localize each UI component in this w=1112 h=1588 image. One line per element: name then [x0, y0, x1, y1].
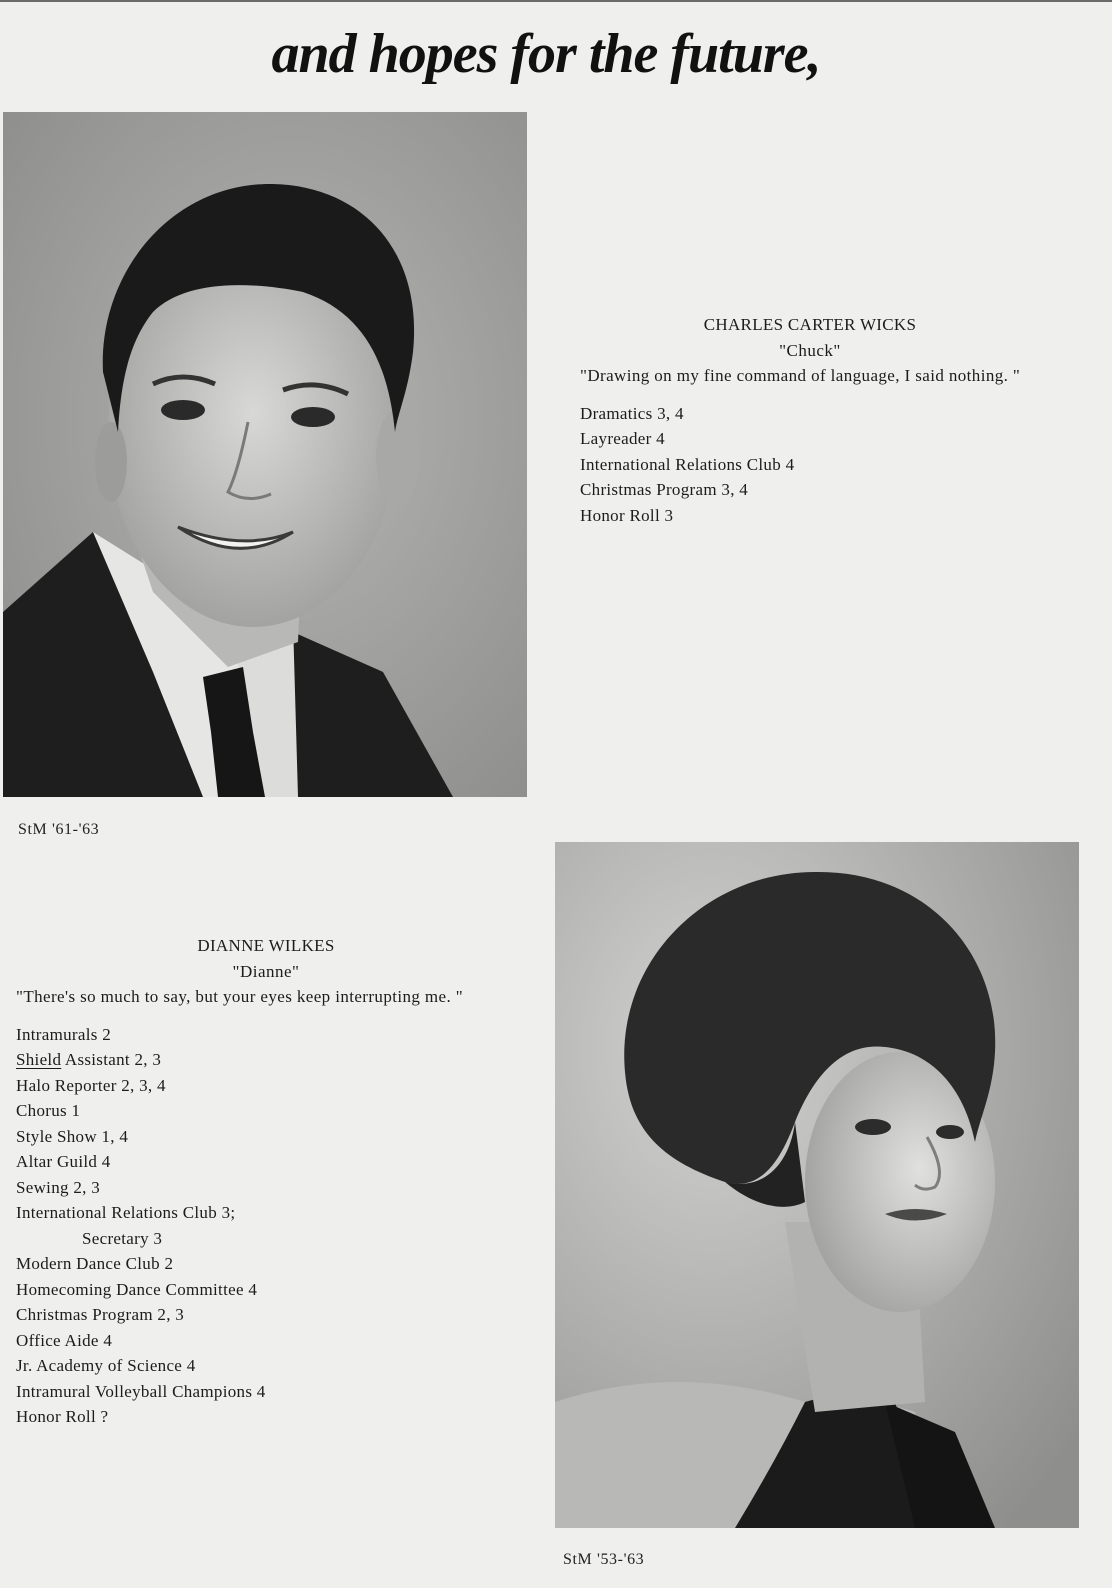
- years-attended-dianne: StM '53-'63: [563, 1551, 645, 1568]
- activity-item: Modern Dance Club 2: [16, 1254, 174, 1273]
- publication-name: Shield: [16, 1050, 62, 1069]
- student-quote: "Drawing on my fine command of language, I said nothing. ": [580, 366, 1021, 385]
- activity-item: Honor Roll ?: [16, 1407, 109, 1426]
- years-attended-charles: StM '61-'63: [18, 821, 100, 838]
- activity-item: Layreader 4: [580, 429, 665, 448]
- activity-item: International Relations Club 4: [580, 454, 795, 474]
- portrait-photo-dianne: [555, 842, 1079, 1528]
- activity-text: Assistant 2, 3: [61, 1050, 162, 1069]
- page-headline: and hopes for the future,: [271, 23, 821, 85]
- student-name: DIANNE WILKES: [197, 936, 335, 955]
- activities-list: [580, 401, 1040, 529]
- activity-item: International Relations Club 3;: [16, 1203, 236, 1222]
- activity-item: Honor Roll 3: [580, 505, 674, 525]
- activity-item: Style Show 1, 4: [16, 1126, 129, 1146]
- student-quote: "There's so much to say, but your eyes keep interrupting me. ": [16, 987, 464, 1006]
- activity-item: Sewing 2, 3: [16, 1177, 101, 1197]
- activity-item: Chorus 1: [16, 1101, 81, 1120]
- activity-item: Dramatics 3, 4: [580, 403, 684, 423]
- activity-item: Christmas Program 3, 4: [580, 480, 749, 499]
- activity-item: Jr. Academy of Science 4: [16, 1356, 196, 1375]
- bio-charles: [580, 312, 1040, 528]
- student-nickname: "Dianne": [232, 961, 300, 981]
- activity-item: Intramurals 2: [16, 1024, 112, 1044]
- activity-item: Intramural Volleyball Champions 4: [16, 1381, 266, 1401]
- activity-item: Halo Reporter 2, 3, 4: [16, 1075, 166, 1095]
- activities-list: [16, 1022, 516, 1430]
- activity-item: [16, 1047, 516, 1073]
- bio-dianne: [16, 933, 516, 1430]
- activity-item: Office Aide 4: [16, 1330, 113, 1350]
- activity-item: Christmas Program 2, 3: [16, 1305, 185, 1324]
- student-nickname: "Chuck": [779, 340, 841, 360]
- activity-subitem: Secretary 3: [82, 1228, 163, 1248]
- top-border-line: [0, 0, 1112, 2]
- portrait-photo-charles: [3, 112, 527, 797]
- activity-item: Altar Guild 4: [16, 1152, 111, 1171]
- student-name: CHARLES CARTER WICKS: [703, 315, 917, 334]
- activity-item: Homecoming Dance Committee 4: [16, 1279, 258, 1299]
